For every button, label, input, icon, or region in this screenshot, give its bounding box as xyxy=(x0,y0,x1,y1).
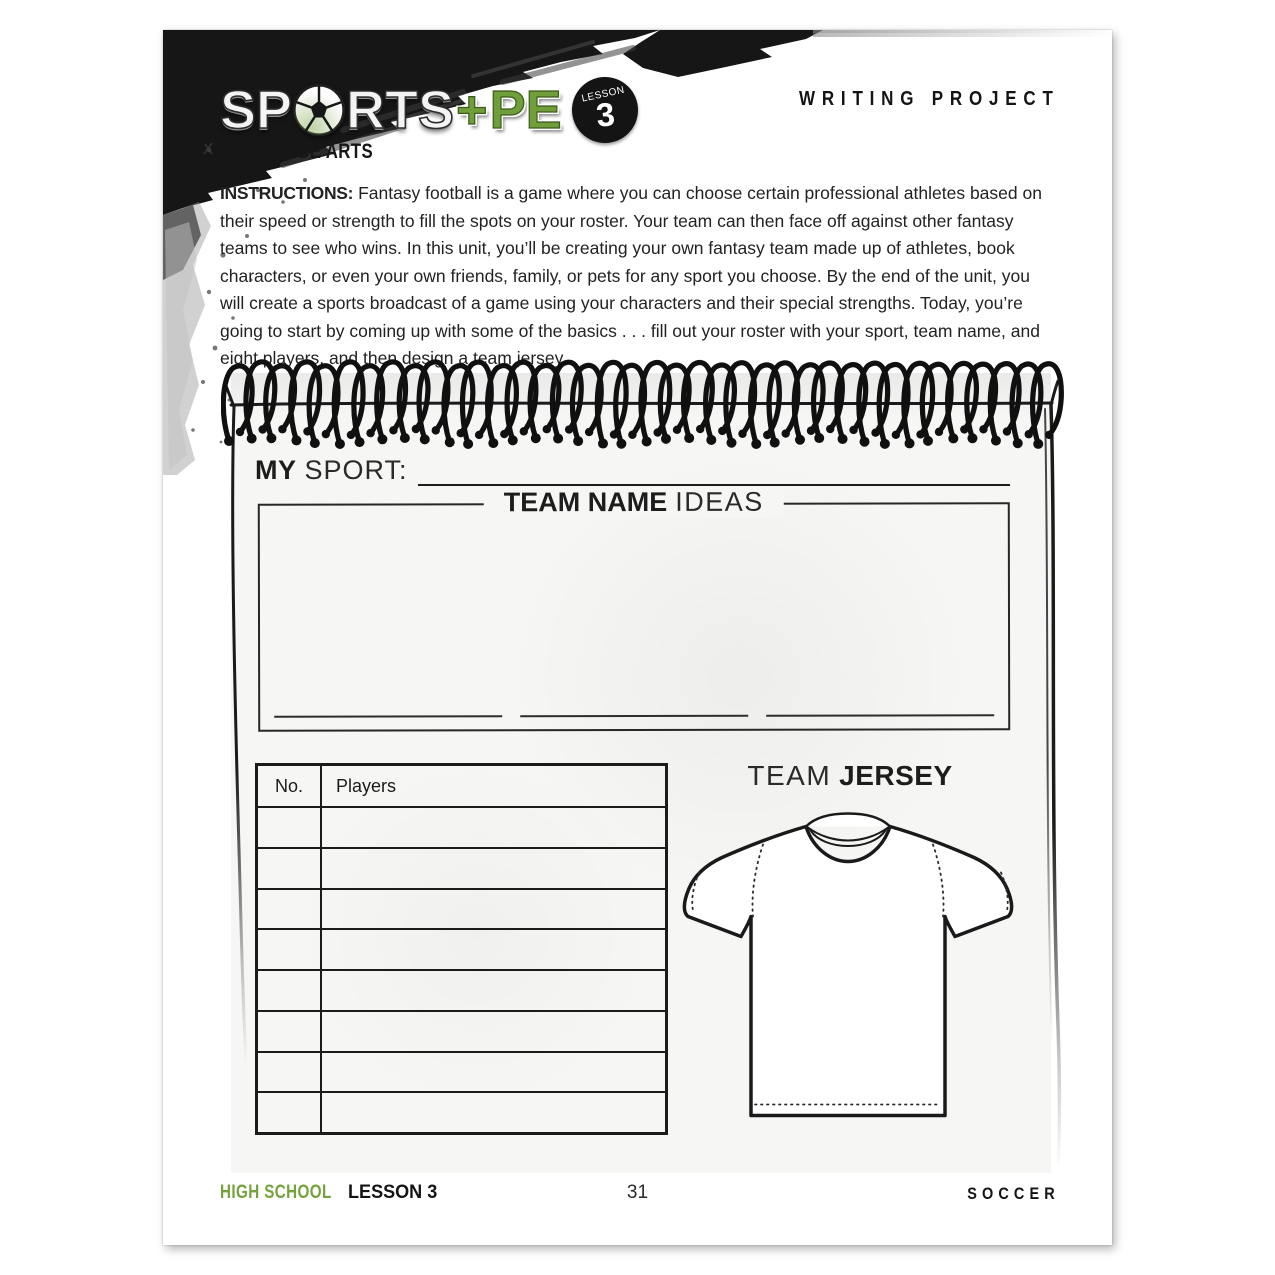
roster-col-no-header: No. xyxy=(258,766,322,806)
my-sport-label-bold: MY xyxy=(255,455,297,485)
roster-row xyxy=(258,928,665,969)
jersey-title-bold: JERSEY xyxy=(839,760,953,791)
my-sport-blank-line xyxy=(418,454,1010,486)
roster-cell-player xyxy=(322,1053,665,1092)
jersey-title-regular: TEAM xyxy=(747,760,832,791)
team-name-blank-lines xyxy=(274,702,994,718)
roster-cell-no xyxy=(258,930,322,969)
roster-cell-player xyxy=(322,849,665,888)
footer-lesson: LESSON 3 xyxy=(347,1182,437,1203)
roster-cell-no xyxy=(258,808,322,847)
roster-header-row xyxy=(258,766,665,806)
roster-cell-player xyxy=(322,971,665,1010)
footer-level: HIGH SCHOOL xyxy=(220,1182,332,1203)
team-name-title-rest: IDEAS xyxy=(675,486,764,517)
roster-cell-no xyxy=(258,971,322,1010)
logo-text-sp: SP xyxy=(220,80,293,140)
roster-cell-no xyxy=(258,890,322,929)
my-sport-row xyxy=(255,454,1010,486)
page-number: 31 xyxy=(626,1182,649,1203)
roster-cell-no xyxy=(258,849,322,888)
roster-cell-player xyxy=(322,930,665,969)
team-name-blank-line xyxy=(766,702,994,716)
project-type-title: WRITING PROJECT xyxy=(799,88,1060,110)
worksheet-page xyxy=(163,30,1112,1245)
logo-text-pe: PE xyxy=(489,80,562,140)
roster-row xyxy=(258,847,665,888)
roster-cell-player xyxy=(322,1012,665,1051)
my-sport-label: SPORT: xyxy=(304,455,408,485)
team-name-blank-line xyxy=(520,703,748,717)
team-name-title-bold: TEAM NAME xyxy=(503,486,668,518)
coil-group xyxy=(223,362,1061,449)
roster-row xyxy=(258,969,665,1010)
brand-logo xyxy=(220,74,638,146)
team-name-ideas-box xyxy=(258,486,1010,732)
instructions-label: INSTRUCTIONS: xyxy=(220,183,354,203)
team-name-ideas-title xyxy=(484,487,784,519)
instructions-body: Fantasy football is a game where you can choose certain professional athletes based on their speed or strength to fill the spots on your roster. Your team can then face off against other fantasy teams to see who wins. In this unit, you’ll be creating your own fantasy team made up of athletes, book characters, or even your own friends, family, or pets for any sport you choose. By the end of the unit, you will create a sports broadcast of a game using your characters and their special strengths. Today, you’re going to start by coming up with some of the basics . . . fill out your roster with your sport, team name, and eight players, and then design a team jersey. xyxy=(220,183,1042,368)
roster-col-players-header: Players xyxy=(336,775,397,796)
roster-row xyxy=(258,806,665,847)
lesson-badge xyxy=(568,74,641,147)
team-name-blank-line xyxy=(274,703,502,717)
tshirt-outline xyxy=(675,808,1025,1143)
roster-cell-no xyxy=(258,1093,322,1132)
roster-table xyxy=(255,763,668,1135)
lesson-badge-label: LESSON xyxy=(580,84,626,105)
roster-cell-player xyxy=(322,808,665,847)
soccer-ball-icon xyxy=(291,82,347,138)
spiral-binding xyxy=(221,328,1066,463)
logo-text-rts: RTS xyxy=(346,80,455,140)
roster-cell-player xyxy=(322,890,665,929)
roster-row xyxy=(258,1091,665,1132)
roster-row xyxy=(258,888,665,929)
subject-title: LANGUAGE ARTS xyxy=(222,140,374,163)
roster-row xyxy=(258,1051,665,1092)
lesson-badge-number: 3 xyxy=(594,95,617,134)
roster-row xyxy=(258,1010,665,1051)
roster-cell-no xyxy=(258,1012,322,1051)
roster-cell-player xyxy=(322,1093,665,1132)
footer-sport: SOCCER xyxy=(967,1184,1060,1203)
roster-cell-no xyxy=(258,1053,322,1092)
team-jersey-title xyxy=(675,760,1025,792)
logo-plus: + xyxy=(456,80,488,140)
